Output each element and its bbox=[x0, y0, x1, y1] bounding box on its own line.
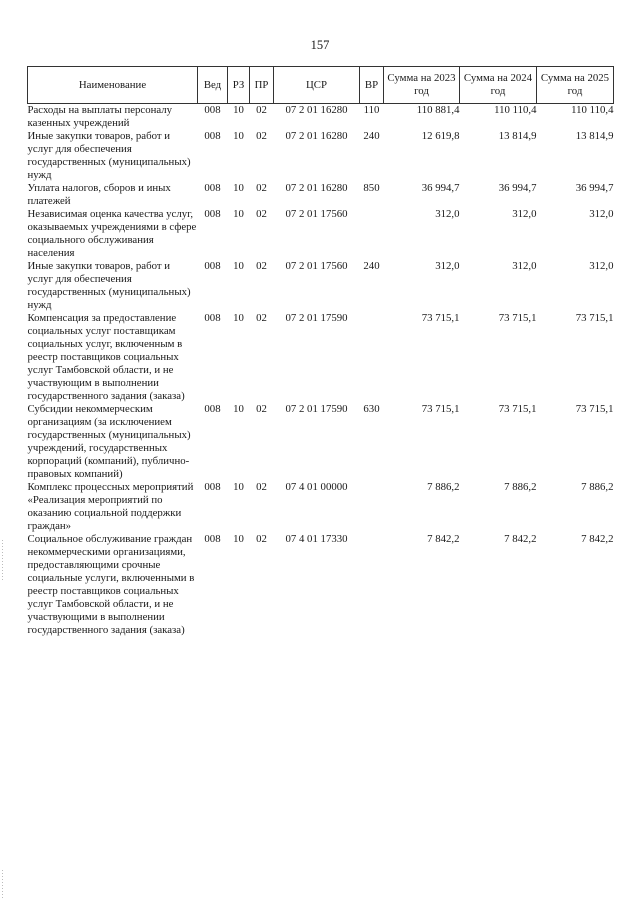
row-vr bbox=[360, 312, 384, 403]
row-pr: 02 bbox=[256, 403, 267, 415]
row-sum-2024: 7 842,2 bbox=[504, 533, 537, 545]
row-sum-2023: 7 886,2 bbox=[427, 481, 460, 493]
table-header-row bbox=[28, 67, 614, 104]
row-pr: 02 bbox=[256, 481, 267, 493]
header-vr: ВР bbox=[360, 67, 384, 104]
row-csr: 07 2 01 16280 bbox=[285, 104, 348, 116]
table-row bbox=[28, 481, 614, 533]
row-csr: 07 2 01 17590 bbox=[285, 403, 348, 415]
row-vr: 630 bbox=[363, 403, 380, 415]
table-row bbox=[28, 208, 614, 260]
row-vr bbox=[360, 481, 384, 533]
header-ved: Вед bbox=[198, 67, 228, 104]
row-csr: 07 4 01 00000 bbox=[285, 481, 348, 493]
row-ved: 008 bbox=[204, 481, 221, 493]
row-ved: 008 bbox=[204, 260, 221, 272]
row-vr: 240 bbox=[363, 260, 380, 272]
row-sum-2024: 7 886,2 bbox=[504, 481, 537, 493]
table-row bbox=[28, 130, 614, 182]
row-pr: 02 bbox=[256, 208, 267, 220]
header-sum-2024: Сумма на 2024 год bbox=[460, 67, 537, 104]
row-sum-2023: 7 842,2 bbox=[427, 533, 460, 545]
header-sum-2023: Сумма на 2023 год bbox=[384, 67, 460, 104]
row-csr: 07 2 01 17560 bbox=[285, 208, 348, 220]
row-sum-2025: 312,0 bbox=[589, 260, 614, 272]
header-sum-2025: Сумма на 2025 год bbox=[537, 67, 614, 104]
row-sum-2025: 13 814,9 bbox=[575, 130, 614, 142]
table-row bbox=[28, 104, 614, 131]
header-name: Наименование bbox=[28, 67, 198, 104]
row-sum-2025: 7 842,2 bbox=[581, 533, 614, 545]
header-rz: РЗ bbox=[228, 67, 250, 104]
row-sum-2023: 73 715,1 bbox=[421, 403, 460, 415]
row-vr: 110 bbox=[363, 104, 380, 116]
row-sum-2025: 36 994,7 bbox=[575, 182, 614, 194]
row-rz: 10 bbox=[233, 208, 244, 220]
row-csr: 07 2 01 16280 bbox=[285, 182, 348, 194]
row-ved: 008 bbox=[204, 130, 221, 142]
row-sum-2023: 12 619,8 bbox=[421, 130, 460, 142]
row-pr: 02 bbox=[256, 130, 267, 142]
table-row bbox=[28, 403, 614, 481]
row-pr: 02 bbox=[256, 104, 267, 116]
row-name: Иные закупки товаров, работ и услуг для обеспечения государственных (муниципальных) нужд bbox=[27, 260, 191, 311]
row-sum-2024: 73 715,1 bbox=[498, 312, 537, 324]
table-row bbox=[28, 260, 614, 312]
scan-artifact bbox=[2, 870, 3, 900]
row-name: Независимая оценка качества услуг, оказываемых учреждениями в сфере социального обслуживания населения bbox=[27, 208, 197, 259]
row-sum-2025: 73 715,1 bbox=[575, 312, 614, 324]
row-name: Субсидии некоммерческим организациям (за исключением государственных (муниципальных) учреждений, государственных корпораций (компаний), публично-правовых компаний) bbox=[27, 403, 191, 480]
row-sum-2023: 312,0 bbox=[435, 208, 460, 220]
row-csr: 07 2 01 17590 bbox=[285, 312, 348, 324]
scan-artifact bbox=[2, 540, 3, 580]
row-name: Компенсация за предоставление социальных услуг поставщикам социальных услуг, включенным в реестр поставщиков социальных услуг Тамбовской области, и не участвующим в выполнении государственного задания (заказа) bbox=[27, 312, 185, 402]
header-pr: ПР bbox=[250, 67, 274, 104]
row-ved: 008 bbox=[204, 208, 221, 220]
row-sum-2023: 110 881,4 bbox=[416, 104, 460, 116]
row-rz: 10 bbox=[233, 533, 244, 545]
row-pr: 02 bbox=[256, 312, 267, 324]
row-pr: 02 bbox=[256, 182, 267, 194]
row-sum-2024: 312,0 bbox=[512, 208, 537, 220]
row-pr: 02 bbox=[256, 260, 267, 272]
row-ved: 008 bbox=[204, 312, 221, 324]
row-sum-2023: 73 715,1 bbox=[421, 312, 460, 324]
row-name: Социальное обслуживание граждан некоммерческими организациями, предоставляющими срочные социальные услуги, включенными в реестр поставщиков социальных услуг Тамбовской области, и не участвующими в выполнении государственного задания (заказа) bbox=[27, 533, 195, 636]
row-rz: 10 bbox=[233, 312, 244, 324]
row-csr: 07 2 01 16280 bbox=[285, 130, 348, 142]
row-vr bbox=[360, 533, 384, 637]
row-rz: 10 bbox=[233, 130, 244, 142]
table-row bbox=[28, 182, 614, 208]
row-pr: 02 bbox=[256, 533, 267, 545]
row-ved: 008 bbox=[204, 182, 221, 194]
row-sum-2025: 7 886,2 bbox=[581, 481, 614, 493]
budget-table bbox=[27, 66, 614, 637]
table-row bbox=[28, 533, 614, 637]
row-sum-2024: 73 715,1 bbox=[498, 403, 537, 415]
row-rz: 10 bbox=[233, 104, 244, 116]
row-vr: 240 bbox=[363, 130, 380, 142]
header-csr: ЦСР bbox=[274, 67, 360, 104]
row-ved: 008 bbox=[204, 403, 221, 415]
row-sum-2023: 312,0 bbox=[435, 260, 460, 272]
row-csr: 07 2 01 17560 bbox=[285, 260, 348, 272]
row-sum-2024: 312,0 bbox=[512, 260, 537, 272]
row-name: Иные закупки товаров, работ и услуг для обеспечения государственных (муниципальных) нужд bbox=[27, 130, 191, 181]
row-vr bbox=[360, 208, 384, 260]
row-rz: 10 bbox=[233, 403, 244, 415]
row-sum-2024: 36 994,7 bbox=[498, 182, 537, 194]
row-vr: 850 bbox=[363, 182, 380, 194]
row-name: Комплекс процессных мероприятий «Реализация мероприятий по оказанию социальной поддержки граждан» bbox=[27, 481, 194, 532]
row-sum-2025: 73 715,1 bbox=[575, 403, 614, 415]
page-number: 157 bbox=[310, 38, 330, 52]
row-sum-2025: 110 110,4 bbox=[571, 104, 614, 116]
row-rz: 10 bbox=[233, 260, 244, 272]
row-sum-2023: 36 994,7 bbox=[421, 182, 460, 194]
row-rz: 10 bbox=[233, 182, 244, 194]
row-name: Уплата налогов, сборов и иных платежей bbox=[27, 182, 171, 207]
table-row bbox=[28, 312, 614, 403]
row-ved: 008 bbox=[204, 533, 221, 545]
row-sum-2024: 110 110,4 bbox=[494, 104, 537, 116]
row-name: Расходы на выплаты персоналу казенных учреждений bbox=[27, 104, 173, 129]
row-ved: 008 bbox=[204, 104, 221, 116]
row-sum-2025: 312,0 bbox=[589, 208, 614, 220]
row-sum-2024: 13 814,9 bbox=[498, 130, 537, 142]
row-csr: 07 4 01 17330 bbox=[285, 533, 348, 545]
row-rz: 10 bbox=[233, 481, 244, 493]
